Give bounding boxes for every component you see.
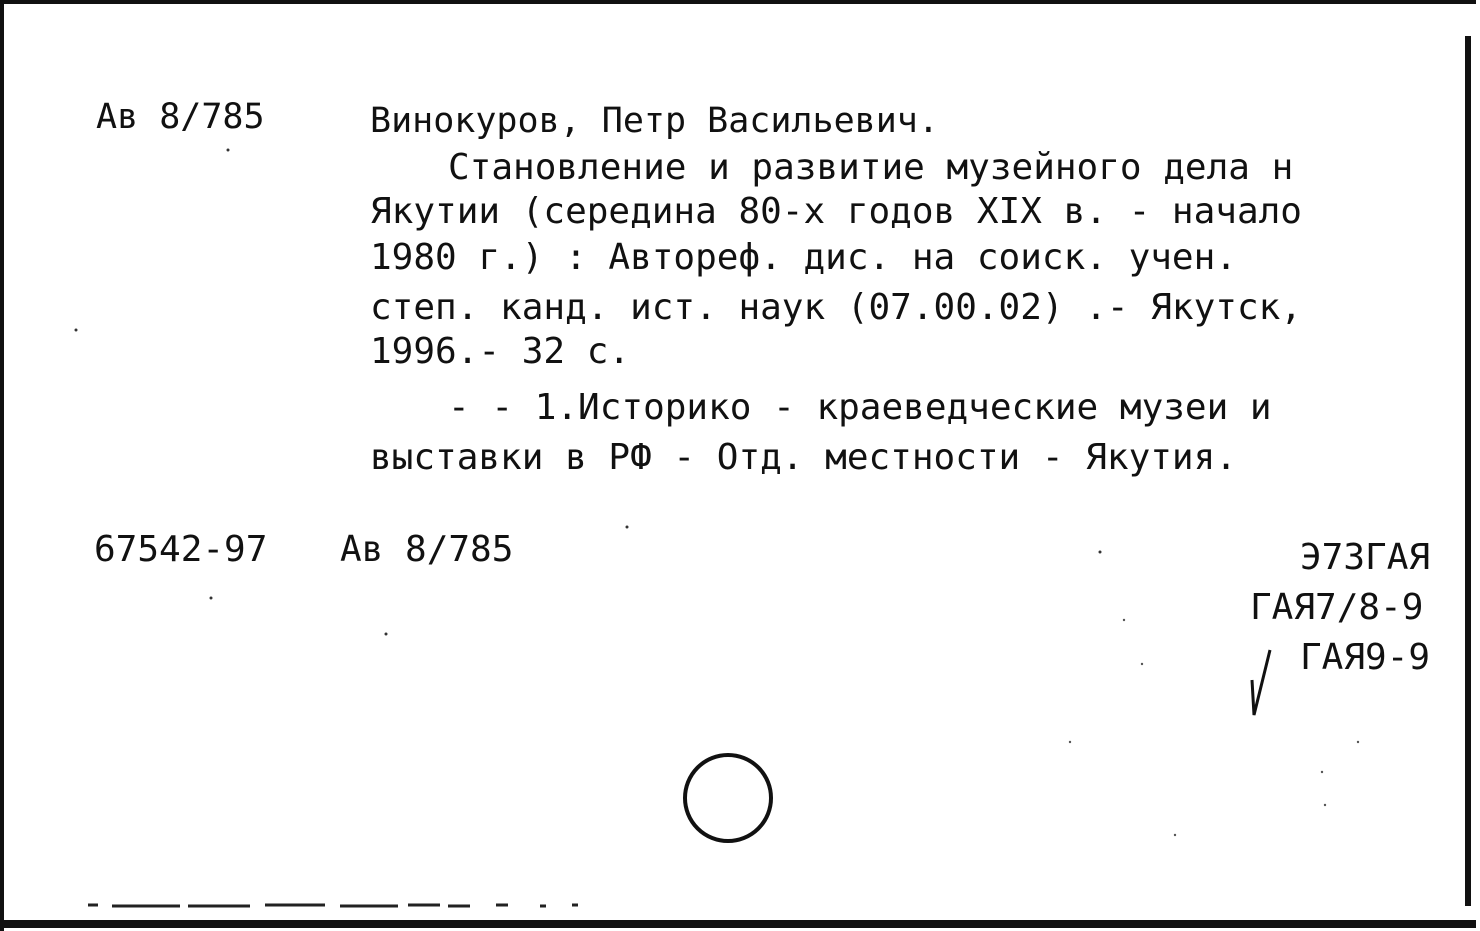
card-border-bottom <box>0 920 1476 928</box>
card-border-left <box>0 0 4 931</box>
description-line: степ. канд. ист. наук (07.00.02) .- Якутск, <box>370 287 1302 328</box>
description-line: 1996.- 32 с. <box>370 331 631 372</box>
card-border-right <box>1465 36 1471 906</box>
checkmark-icon <box>1240 640 1290 720</box>
shelfmark: Ав 8/785 <box>96 97 265 137</box>
author-heading: Винокуров, Петр Васильевич. <box>370 101 939 141</box>
card-border-top <box>0 0 1476 4</box>
distribution-code: Э73ГАЯ <box>1300 537 1431 578</box>
subject-line: выставки в РФ - Отд. местности - Якутия. <box>370 437 1237 478</box>
distribution-code: ГАЯ9-9 <box>1300 637 1431 678</box>
description-line: Становление и развитие музейного дела н <box>448 147 1294 188</box>
description-line: 1980 г.) : Автореф. дис. на соиск. учен. <box>370 237 1237 278</box>
punched-hole-circle <box>683 753 773 843</box>
accession-shelfmark: Ав 8/785 <box>340 529 514 570</box>
description-line: Якутии (середина 80-х годов XIX в. - начало <box>370 191 1302 232</box>
distribution-code: ГАЯ7/8-9 <box>1250 587 1424 628</box>
accession-number: 67542-97 <box>94 529 268 570</box>
subject-line: - - 1.Историко - краеведческие музеи и <box>448 387 1272 428</box>
